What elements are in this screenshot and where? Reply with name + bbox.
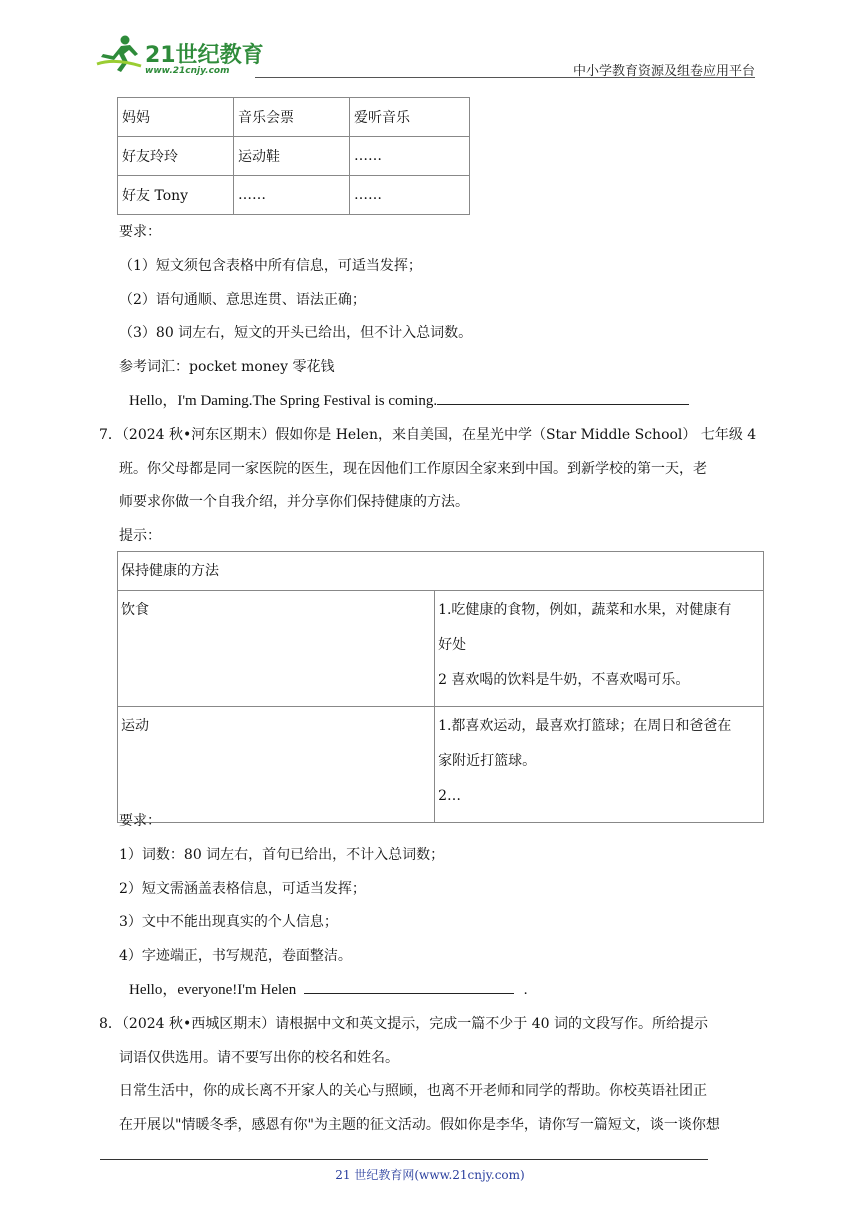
- footer-divider: [100, 1159, 708, 1160]
- runner-logo-icon: [95, 34, 143, 74]
- cell-text: 家附近打篮球。: [438, 753, 537, 769]
- logo-text: 21世纪教育: [145, 43, 264, 68]
- q6-requirements-title: 要求：: [119, 224, 161, 240]
- q6-vocabulary: 参考词汇：pocket money 零花钱: [119, 359, 335, 375]
- q8-prompt-line-3: 日常生活中，你的成长离不开家人的关心与照顾，也离不开老师和同学的帮助。你校英语社团正: [119, 1083, 707, 1099]
- q6-requirement-3: （3）80 词左右，短文的开头已给出，但不计入总词数。: [119, 325, 473, 341]
- q7-requirement-3: 3）文中不能出现真实的个人信息；: [119, 914, 338, 930]
- q7-requirement-4: 4）字迹端正，书写规范，卷面整洁。: [119, 948, 352, 964]
- table-row: [118, 98, 470, 137]
- q8-prompt-line-1: 8．（2024 秋•西城区期末）请根据中文和英文提示，完成一篇不少于 40 词的文段写作。所给提示: [99, 1016, 708, 1032]
- table-cell-value: [435, 707, 764, 823]
- cell-text: 1.吃健康的食物，例如，蔬菜和水果，对健康有: [438, 602, 732, 618]
- header-divider: [255, 77, 755, 78]
- cell-text: 2…: [438, 788, 461, 804]
- table-cell: 好友玲玲: [118, 137, 234, 176]
- q7-prompt-line-1: 7．（2024 秋•河东区期末）假如你是 Helen，来自美国，在星光中学（Star Middle School） 七年级 4: [99, 427, 757, 443]
- q6-requirement-2: （2）语句通顺、意思连贯、语法正确；: [119, 292, 366, 308]
- q6-requirement-1: （1）短文须包含表格中所有信息，可适当发挥；: [119, 258, 422, 274]
- cell-text: 运动: [121, 718, 149, 734]
- table-cell: ……: [350, 176, 470, 215]
- footer-text[interactable]: 21 世纪教育网(www.21cnjy.com): [335, 1168, 525, 1182]
- q7-start-text: Hello，everyone!I'm Helen: [129, 982, 297, 998]
- platform-title: 中小学教育资源及组卷应用平台: [572, 64, 755, 79]
- table-header-row: [118, 552, 764, 591]
- table-cell-value: [435, 591, 764, 707]
- answer-blank[interactable]: [437, 391, 689, 405]
- q6-start-text: Hello，I'm Daming.The Spring Festival is coming.: [129, 393, 438, 409]
- cell-text: 2 喜欢喝的饮料是牛奶，不喜欢喝可乐。: [438, 672, 690, 688]
- table-cell-key: [118, 707, 435, 823]
- q8-prompt-line-4: 在开展以"情暖冬季，感恩有你"为主题的征文活动。假如你是李华，请你写一篇短文，谈一谈你想: [119, 1117, 720, 1133]
- table-row: [118, 707, 764, 823]
- q7-hint: 提示：: [119, 528, 161, 544]
- q7-essay-start: [129, 980, 527, 1000]
- cell-text: 饮食: [121, 602, 149, 618]
- q7-requirements-title: 要求：: [119, 813, 161, 829]
- table-cell: ……: [350, 137, 470, 176]
- q8-prompt-line-2: 词语仅供选用。请不要写出你的校名和姓名。: [119, 1050, 399, 1066]
- table-cell-key: [118, 591, 435, 707]
- table-row: [118, 137, 470, 176]
- table-cell: ……: [234, 176, 350, 215]
- table-row: [118, 591, 764, 707]
- table-row: [118, 176, 470, 215]
- table-cell: 爱听音乐: [350, 98, 470, 137]
- table-header: 保持健康的方法: [118, 552, 764, 591]
- table-cell: 好友 Tony: [118, 176, 234, 215]
- table-cell: 音乐会票: [234, 98, 350, 137]
- page-header: [95, 28, 755, 80]
- q6-essay-start: [129, 391, 689, 411]
- cell-text: 好处: [438, 637, 467, 653]
- gift-table: [117, 97, 470, 215]
- q7-requirement-1: 1）词数：80 词左右，首句已给出，不计入总词数；: [119, 847, 445, 863]
- q7-prompt-line-2: 班。你父母都是同一家医院的医生，现在因他们工作原因全家来到中国。到新学校的第一天，老: [119, 461, 707, 477]
- table-cell: 运动鞋: [234, 137, 350, 176]
- q7-requirement-2: 2）短文需涵盖表格信息，可适当发挥；: [119, 881, 366, 897]
- health-table: [117, 551, 764, 823]
- cell-text: 1.都喜欢运动，最喜欢打篮球；在周日和爸爸在: [438, 718, 732, 734]
- logo-url: www.21cnjy.com: [145, 66, 230, 76]
- q7-prompt-line-3: 师要求你做一个自我介绍，并分享你们保持健康的方法。: [119, 494, 469, 510]
- table-cell: 妈妈: [118, 98, 234, 137]
- q7-end-punct: .: [523, 982, 528, 998]
- answer-blank[interactable]: [304, 980, 514, 994]
- logo: [95, 34, 265, 76]
